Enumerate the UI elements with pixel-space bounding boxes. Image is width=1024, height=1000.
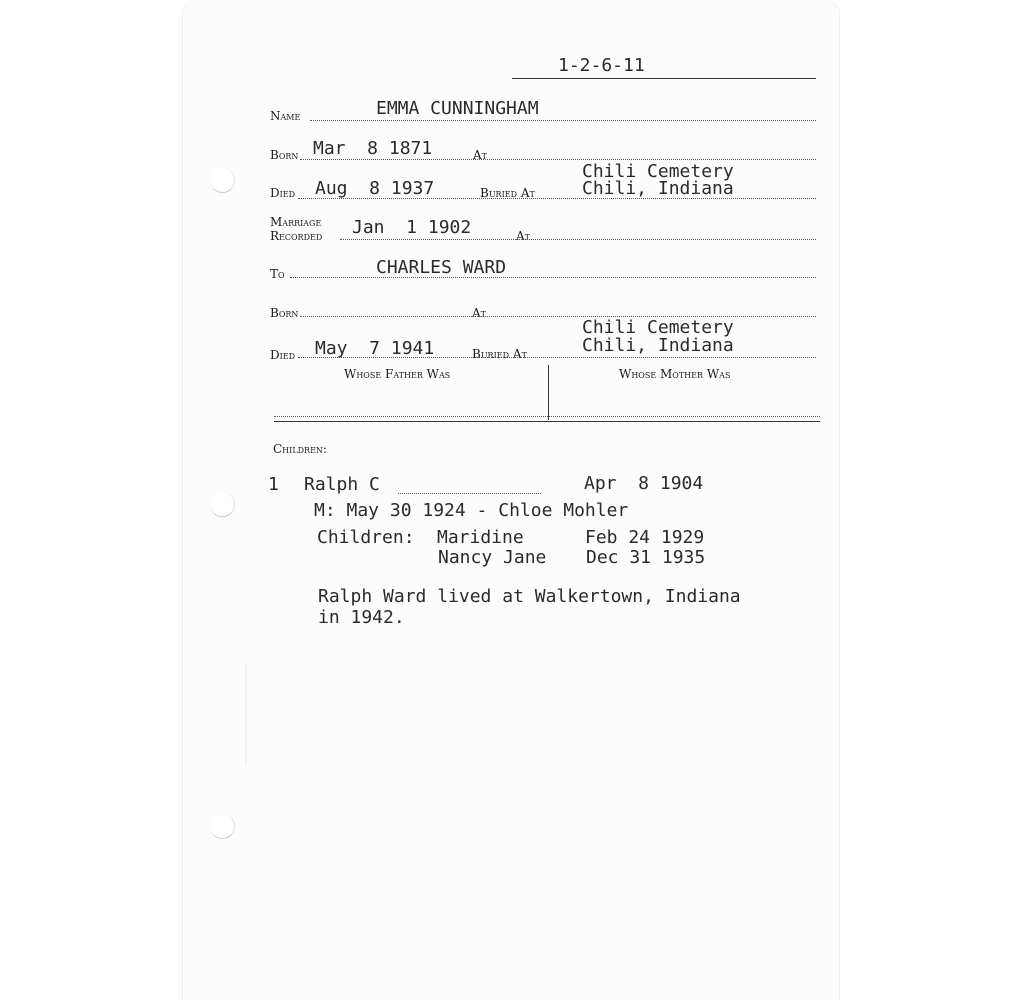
subject-name: EMMA CUNNINGHAM (376, 98, 539, 119)
spouse-buried-line2: Chili, Indiana (582, 335, 734, 356)
parents-dotted-line (274, 416, 820, 417)
spouse-buried-line1: Chili Cemetery (582, 317, 734, 338)
spouse-name: CHARLES WARD (376, 257, 507, 278)
spouse-died-label: Died (270, 348, 296, 362)
spouse-died-line (298, 357, 816, 358)
parents-rule (274, 421, 820, 422)
subject-born-date: Mar 8 1871 (313, 138, 433, 159)
buried-at-label: Buried At (480, 186, 535, 200)
whose-mother-was-label: Whose Mother Was (619, 367, 731, 381)
subject-died-date: Aug 8 1937 (315, 178, 435, 199)
card-crease (245, 665, 247, 765)
marriage-line (340, 239, 816, 240)
punch-hole-bottom (210, 814, 235, 839)
grandchild-name: Nancy Jane (438, 547, 547, 568)
marriage-label: Marriage (270, 215, 322, 229)
spouse-born-at-label: At (472, 306, 487, 320)
recorded-label: Recorded (270, 229, 323, 243)
child-marriage: M: May 30 1924 - Chloe Mohler (314, 500, 629, 521)
punch-hole-top (210, 168, 235, 193)
parents-divider (548, 365, 549, 420)
card-number: 1-2-6-11 (558, 55, 645, 76)
grandchild-name: Maridine (437, 527, 524, 548)
child-number: 1 (268, 474, 279, 495)
to-line (290, 277, 816, 278)
born-at-label: At (473, 148, 488, 162)
note-line: in 1942. (318, 607, 405, 628)
punch-hole-middle (210, 492, 235, 517)
grandchild-birth-date: Dec 31 1935 (586, 547, 706, 568)
card-number-rule (512, 78, 816, 79)
whose-father-was-label: Whose Father Was (344, 367, 451, 381)
born-line (300, 159, 816, 160)
spouse-buried-at-label: Buried At (472, 347, 527, 361)
died-line (298, 198, 816, 199)
child-name-line (398, 493, 541, 494)
grandchildren-label: Children: (317, 527, 415, 548)
marriage-at-label: At (516, 229, 531, 243)
name-label: Name (270, 109, 301, 123)
grandchild-birth-date: Feb 24 1929 (585, 527, 705, 548)
spouse-died-date: May 7 1941 (315, 338, 435, 359)
child-birth-date: Apr 8 1904 (584, 473, 704, 494)
children-label: Children: (273, 442, 327, 456)
marriage-date: Jan 1 1902 (352, 217, 472, 238)
to-label: To (270, 267, 285, 281)
spouse-born-label: Born (270, 306, 299, 320)
subject-buried-line1: Chili Cemetery (582, 161, 734, 182)
spouse-born-line (300, 316, 816, 317)
died-label: Died (270, 186, 296, 200)
child-name: Ralph C (304, 474, 380, 495)
note-line: Ralph Ward lived at Walkertown, Indiana (318, 586, 741, 607)
subject-buried-line2: Chili, Indiana (582, 178, 734, 199)
born-label: Born (270, 148, 299, 162)
name-line (310, 120, 816, 121)
